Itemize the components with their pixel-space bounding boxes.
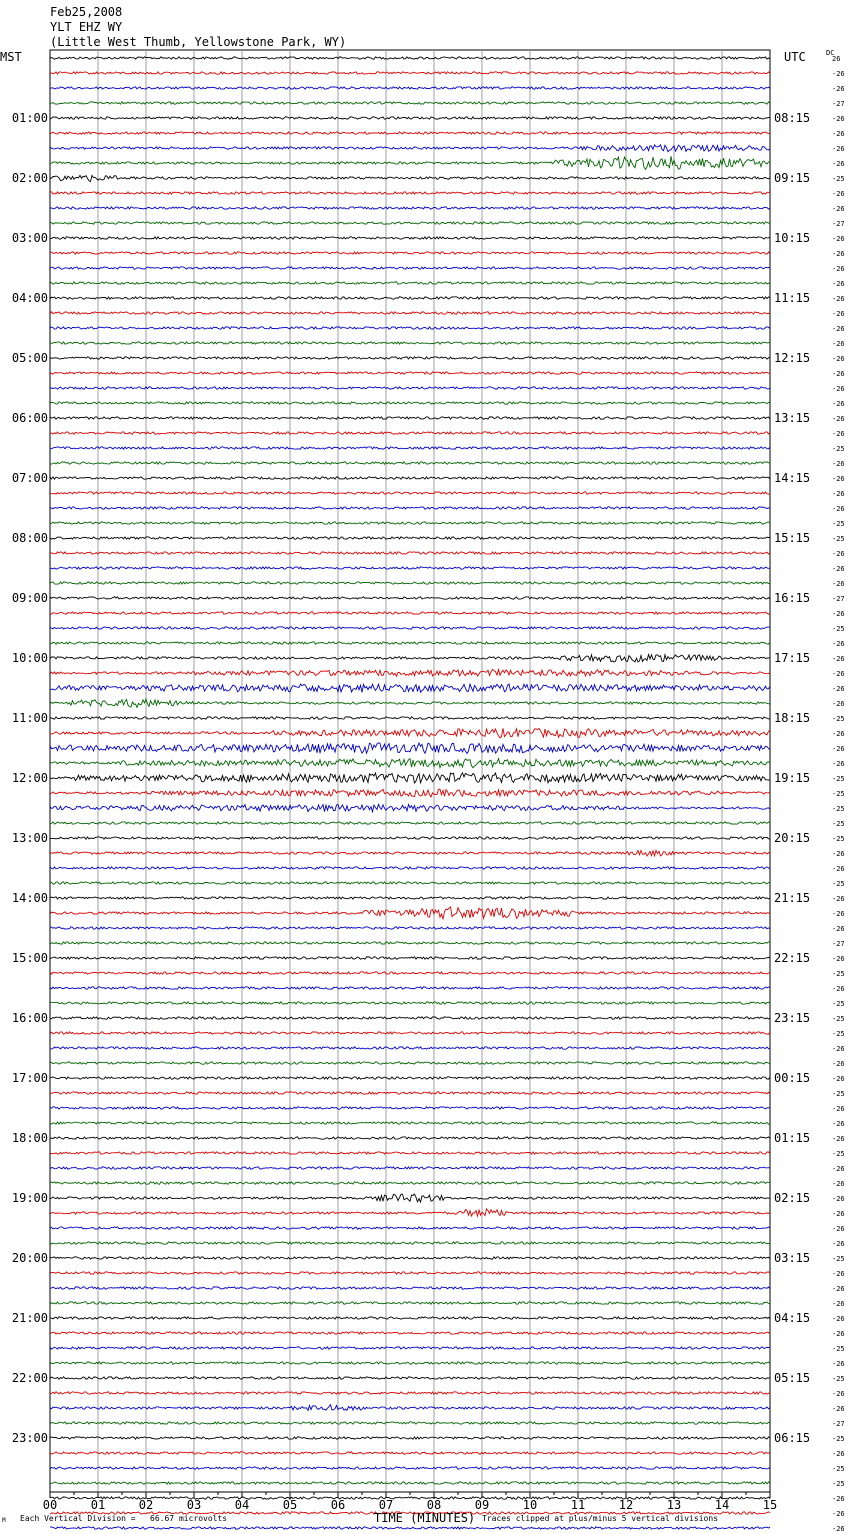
trace-line — [50, 1194, 770, 1202]
trace-line — [50, 717, 770, 719]
mst-hour-label: 21:00 — [11, 1311, 48, 1325]
dc-offset-label: -26 — [832, 385, 845, 393]
trace-line — [50, 1107, 770, 1109]
utc-hour-label: 02:15 — [774, 1191, 811, 1205]
trace-line — [50, 642, 770, 644]
mst-hour-label: 02:00 — [11, 171, 48, 185]
header-location: (Little West Thumb, Yellowstone Park, WY) — [50, 35, 347, 49]
x-tick-label: 05 — [282, 1498, 298, 1512]
utc-hour-label: 15:15 — [774, 531, 811, 545]
x-tick-label: 01 — [90, 1498, 106, 1512]
trace-line — [50, 1362, 770, 1364]
trace-line — [50, 87, 770, 89]
dc-offset-label: -26 — [832, 850, 845, 858]
dc-offset-label: -26 — [832, 760, 845, 768]
dc-offset-label: -26 — [832, 1525, 845, 1533]
trace-line — [50, 282, 770, 284]
trace-line — [50, 1092, 770, 1094]
dc-offset-label: -25 — [832, 820, 845, 828]
trace-line — [50, 927, 770, 929]
dc-offset-label: -26 — [832, 1495, 845, 1503]
dc-offset-label: -25 — [832, 880, 845, 888]
mst-hour-label: 05:00 — [11, 351, 48, 365]
trace-line — [50, 773, 770, 783]
header-date: Feb25,2008 — [50, 5, 123, 19]
mst-hour-label: 15:00 — [11, 951, 48, 965]
dc-offset-label: -27 — [832, 595, 845, 603]
dc-offset-label: -25 — [832, 1015, 845, 1023]
trace-line — [50, 684, 770, 692]
trace-line — [50, 1167, 770, 1169]
dc-offset-label: -26 — [832, 1045, 845, 1053]
dc-offset-label: -25 — [832, 1150, 845, 1158]
trace-line — [50, 145, 770, 152]
dc-offset-label: -25 — [832, 1030, 845, 1038]
trace-line — [50, 1032, 770, 1034]
trace-line — [50, 1467, 770, 1469]
traces — [50, 57, 770, 1534]
trace-line — [50, 942, 770, 944]
trace-line — [50, 447, 770, 449]
x-tick-label: 13 — [666, 1498, 682, 1512]
trace-line — [50, 402, 770, 404]
dc-offset-label: -26 — [832, 340, 845, 348]
utc-hour-label: 18:15 — [774, 711, 811, 725]
dc-offset-label: -26 — [832, 730, 845, 738]
dc-offset-label: -25 — [832, 1435, 845, 1443]
trace-line — [50, 102, 770, 104]
mst-hour-label: 19:00 — [11, 1191, 48, 1205]
utc-hour-label: 04:15 — [774, 1311, 811, 1325]
dc-offset-label: -26 — [832, 700, 845, 708]
trace-line — [50, 867, 770, 869]
trace-line — [50, 1002, 770, 1004]
dc-offset-label: -27 — [832, 1420, 845, 1428]
mst-hour-label: 20:00 — [11, 1251, 48, 1265]
trace-line — [50, 1287, 770, 1289]
dc-offset-label: -26 — [832, 400, 845, 408]
dc-offset-label: 26 — [832, 55, 841, 63]
dc-offset-label: -26 — [832, 265, 845, 273]
dc-offset-label: -26 — [832, 580, 845, 588]
trace-line — [50, 132, 770, 134]
x-tick-label: 10 — [522, 1498, 538, 1512]
trace-line — [50, 1272, 770, 1274]
trace-line — [50, 57, 770, 59]
x-tick-label: 02 — [138, 1498, 154, 1512]
trace-line — [50, 567, 770, 569]
dc-offset-label: -26 — [832, 415, 845, 423]
mst-hour-label: 01:00 — [11, 111, 48, 125]
dc-offset-label: -26 — [832, 310, 845, 318]
utc-hour-label: 17:15 — [774, 651, 811, 665]
trace-line — [50, 612, 770, 614]
trace-line — [50, 822, 770, 824]
division-note: Each Vertical Division = 66.67 microvolts — [20, 1514, 228, 1523]
trace-line — [50, 1062, 770, 1064]
dc-offset-label: -26 — [832, 1300, 845, 1308]
dc-offset-label: -26 — [832, 955, 845, 963]
trace-line — [50, 837, 770, 839]
dc-offset-label: -26 — [832, 1240, 845, 1248]
x-tick-label: 07 — [378, 1498, 394, 1512]
utc-hour-label: 09:15 — [774, 171, 811, 185]
dc-offset-label: -26 — [832, 115, 845, 123]
trace-line — [50, 222, 770, 224]
dc-offset-label: -26 — [832, 985, 845, 993]
dc-offset-label: -26 — [832, 355, 845, 363]
utc-hour-label: 11:15 — [774, 291, 811, 305]
dc-offset-label: -26 — [832, 1120, 845, 1128]
mst-hour-label: 18:00 — [11, 1131, 48, 1145]
dc-offset-label: -27 — [832, 940, 845, 948]
x-tick-label: 06 — [330, 1498, 346, 1512]
dc-offset-label: -25 — [832, 790, 845, 798]
dc-title: DC — [826, 49, 835, 57]
utc-hour-label: 03:15 — [774, 1251, 811, 1265]
trace-line — [50, 297, 770, 299]
trace-line — [50, 237, 770, 239]
dc-offset-label: -25 — [832, 1255, 845, 1263]
dc-offset-label: -26 — [832, 1165, 845, 1173]
mst-hour-label: 07:00 — [11, 471, 48, 485]
trace-line — [50, 1317, 770, 1319]
header-station: YLT EHZ WY — [50, 20, 123, 34]
dc-offset-label: -26 — [832, 1225, 845, 1233]
dc-offset-label: -26 — [832, 1105, 845, 1113]
dc-offset-label: -26 — [832, 460, 845, 468]
utc-hour-label: 01:15 — [774, 1131, 811, 1145]
trace-line — [50, 432, 770, 434]
plot-frame — [50, 50, 770, 1492]
utc-hour-label: 20:15 — [774, 831, 811, 845]
dc-offset-label: -26 — [832, 1285, 845, 1293]
trace-line — [50, 156, 770, 169]
trace-line — [50, 252, 770, 254]
dc-offset-label: -25 — [832, 625, 845, 633]
trace-line — [50, 72, 770, 74]
x-tick-label: 00 — [42, 1498, 58, 1512]
trace-line — [50, 1527, 770, 1529]
x-tick-label: 09 — [474, 1498, 490, 1512]
dc-offset-label: -26 — [832, 1060, 845, 1068]
trace-line — [50, 537, 770, 539]
utc-hour-label: 21:15 — [774, 891, 811, 905]
dc-offset-label: -26 — [832, 1195, 845, 1203]
dc-offset-label: -25 — [832, 1345, 845, 1353]
mst-hour-label: 16:00 — [11, 1011, 48, 1025]
dc-offset-label: -25 — [832, 835, 845, 843]
mst-hour-label: 14:00 — [11, 891, 48, 905]
trace-line — [50, 1452, 770, 1454]
trace-line — [50, 462, 770, 464]
dc-offset-label: -26 — [832, 1315, 845, 1323]
dc-offset-label: -25 — [832, 1465, 845, 1473]
trace-line — [50, 1422, 770, 1424]
trace-line — [50, 117, 770, 119]
footer-corner-mark: M — [2, 1517, 6, 1524]
dc-offset-label: -25 — [832, 715, 845, 723]
dc-offset-label: -26 — [832, 145, 845, 153]
dc-offset-label: -26 — [832, 475, 845, 483]
trace-line — [50, 1227, 770, 1229]
trace-line — [50, 743, 770, 754]
x-tick-label: 11 — [570, 1498, 586, 1512]
mst-hour-label: 17:00 — [11, 1071, 48, 1085]
trace-line — [50, 1405, 770, 1411]
dc-offset-label: -26 — [832, 235, 845, 243]
x-tick-label: 04 — [234, 1498, 250, 1512]
dc-offset-label: -26 — [832, 505, 845, 513]
dc-offset-label: -26 — [832, 1210, 845, 1218]
x-tick-label: 08 — [426, 1498, 442, 1512]
trace-line — [50, 357, 770, 359]
trace-line — [50, 175, 770, 181]
dc-offset-label: -26 — [832, 325, 845, 333]
dc-offset-label: -26 — [832, 295, 845, 303]
dc-offset-label: -26 — [832, 640, 845, 648]
dc-offset-label: -26 — [832, 85, 845, 93]
dc-offset-label: -26 — [832, 670, 845, 678]
trace-line — [50, 655, 770, 663]
utc-hour-label: 13:15 — [774, 411, 811, 425]
utc-hour-label: 16:15 — [774, 591, 811, 605]
mst-hour-label: 23:00 — [11, 1431, 48, 1445]
mst-hour-label: 09:00 — [11, 591, 48, 605]
dc-offset-label: -26 — [832, 1135, 845, 1143]
utc-hour-label: 00:15 — [774, 1071, 811, 1085]
trace-line — [50, 207, 770, 209]
utc-hour-label: 14:15 — [774, 471, 811, 485]
dc-offset-label: -25 — [832, 1480, 845, 1488]
mst-hour-label: 11:00 — [11, 711, 48, 725]
dc-offset-label: -26 — [832, 565, 845, 573]
dc-offset-label: -26 — [832, 865, 845, 873]
dc-offset-label: -26 — [832, 1180, 845, 1188]
dc-offset-label: -26 — [832, 1360, 845, 1368]
trace-line — [50, 1242, 770, 1244]
x-tick-label: 12 — [618, 1498, 634, 1512]
trace-line — [50, 957, 770, 959]
utc-hour-label: 06:15 — [774, 1431, 811, 1445]
dc-offset-label: -26 — [832, 205, 845, 213]
utc-hour-label: 22:15 — [774, 951, 811, 965]
dc-offset-label: -26 — [832, 610, 845, 618]
x-tick-label: 03 — [186, 1498, 202, 1512]
mst-hour-label: 12:00 — [11, 771, 48, 785]
dc-offset-label: -26 — [832, 550, 845, 558]
trace-line — [50, 552, 770, 554]
trace-line — [50, 342, 770, 344]
trace-line — [50, 1302, 770, 1304]
dc-offset-label: -25 — [832, 445, 845, 453]
trace-line — [50, 1047, 770, 1049]
axis-labels — [12, 55, 845, 1534]
trace-line — [50, 1377, 770, 1379]
right-axis-title: UTC — [784, 50, 806, 64]
dc-offset-label: -26 — [832, 655, 845, 663]
trace-line — [50, 1209, 770, 1216]
dc-offset-label: -26 — [832, 1390, 845, 1398]
trace-line — [50, 1392, 770, 1394]
mst-hour-label: 03:00 — [11, 231, 48, 245]
trace-line — [50, 1017, 770, 1019]
trace-line — [50, 1077, 770, 1079]
utc-hour-label: 05:15 — [774, 1371, 811, 1385]
mst-hour-label: 22:00 — [11, 1371, 48, 1385]
trace-line — [50, 1137, 770, 1139]
dc-offset-label: -26 — [832, 895, 845, 903]
mst-hour-label: 10:00 — [11, 651, 48, 665]
trace-line — [50, 789, 770, 797]
trace-line — [50, 907, 770, 919]
dc-offset-label: -27 — [832, 220, 845, 228]
dc-offset-label: -26 — [832, 370, 845, 378]
trace-line — [50, 972, 770, 974]
trace-line — [50, 1437, 770, 1439]
trace-line — [50, 387, 770, 389]
dc-offset-label: -26 — [832, 250, 845, 258]
dc-offset-label: -27 — [832, 100, 845, 108]
dc-offset-label: -26 — [832, 685, 845, 693]
trace-line — [50, 804, 770, 811]
trace-line — [50, 477, 770, 479]
trace-line — [50, 492, 770, 494]
utc-hour-label: 23:15 — [774, 1011, 811, 1025]
dc-offset-label: -25 — [832, 970, 845, 978]
clip-note: Traces clipped at plus/minus 5 vertical divisions — [482, 1514, 719, 1523]
dc-offset-label: -26 — [832, 280, 845, 288]
dc-offset-label: -26 — [832, 490, 845, 498]
trace-line — [50, 522, 770, 524]
dc-offset-label: -26 — [832, 190, 845, 198]
trace-line — [50, 627, 770, 629]
dc-offset-label: -25 — [832, 775, 845, 783]
trace-line — [50, 669, 770, 676]
trace-line — [50, 699, 770, 708]
dc-offset-label: -26 — [832, 430, 845, 438]
mst-hour-label: 08:00 — [11, 531, 48, 545]
trace-line — [50, 1257, 770, 1259]
left-axis-title: MST — [0, 50, 22, 64]
x-axis-title: TIME (MINUTES) — [374, 1511, 476, 1525]
trace-line — [50, 1152, 770, 1154]
dc-offset-label: -25 — [832, 520, 845, 528]
utc-hour-label: 19:15 — [774, 771, 811, 785]
trace-line — [50, 759, 770, 768]
trace-line — [50, 312, 770, 314]
dc-offset-label: -26 — [832, 910, 845, 918]
utc-hour-label: 10:15 — [774, 231, 811, 245]
dc-offset-label: -25 — [832, 175, 845, 183]
dc-offset-label: -26 — [832, 1330, 845, 1338]
dc-offset-label: -26 — [832, 70, 845, 78]
trace-line — [50, 1347, 770, 1349]
dc-offset-label: -26 — [832, 130, 845, 138]
dc-offset-label: -26 — [832, 1405, 845, 1413]
x-tick-label: 15 — [762, 1498, 778, 1512]
dc-offset-label: -25 — [832, 1375, 845, 1383]
trace-line — [50, 850, 770, 856]
dc-offset-label: -26 — [832, 1075, 845, 1083]
dc-offset-label: -25 — [832, 805, 845, 813]
trace-line — [50, 597, 770, 599]
dc-offset-label: -26 — [832, 1450, 845, 1458]
trace-line — [50, 372, 770, 374]
dc-offset-label: -25 — [832, 1090, 845, 1098]
dc-offset-label: -26 — [832, 745, 845, 753]
utc-hour-label: 08:15 — [774, 111, 811, 125]
mst-hour-label: 13:00 — [11, 831, 48, 845]
x-tick-label: 14 — [714, 1498, 730, 1512]
dc-offset-label: -26 — [832, 925, 845, 933]
trace-line — [50, 417, 770, 419]
trace-line — [50, 327, 770, 329]
trace-line — [50, 897, 770, 899]
trace-line — [50, 728, 770, 738]
trace-line — [50, 882, 770, 884]
dc-offset-label: -26 — [832, 1270, 845, 1278]
trace-line — [50, 582, 770, 584]
dc-offset-label: -25 — [832, 1000, 845, 1008]
dc-offset-label: -25 — [832, 535, 845, 543]
trace-line — [50, 1182, 770, 1184]
trace-line — [50, 1497, 770, 1499]
trace-line — [50, 1122, 770, 1124]
mst-hour-label: 04:00 — [11, 291, 48, 305]
utc-hour-label: 12:15 — [774, 351, 811, 365]
trace-line — [50, 1482, 770, 1484]
trace-line — [50, 192, 770, 194]
trace-line — [50, 987, 770, 989]
dc-offset-label: -26 — [832, 160, 845, 168]
trace-line — [50, 507, 770, 509]
trace-line — [50, 1332, 770, 1334]
mst-hour-label: 06:00 — [11, 411, 48, 425]
trace-line — [50, 267, 770, 269]
dc-offset-label: -26 — [832, 1510, 845, 1518]
